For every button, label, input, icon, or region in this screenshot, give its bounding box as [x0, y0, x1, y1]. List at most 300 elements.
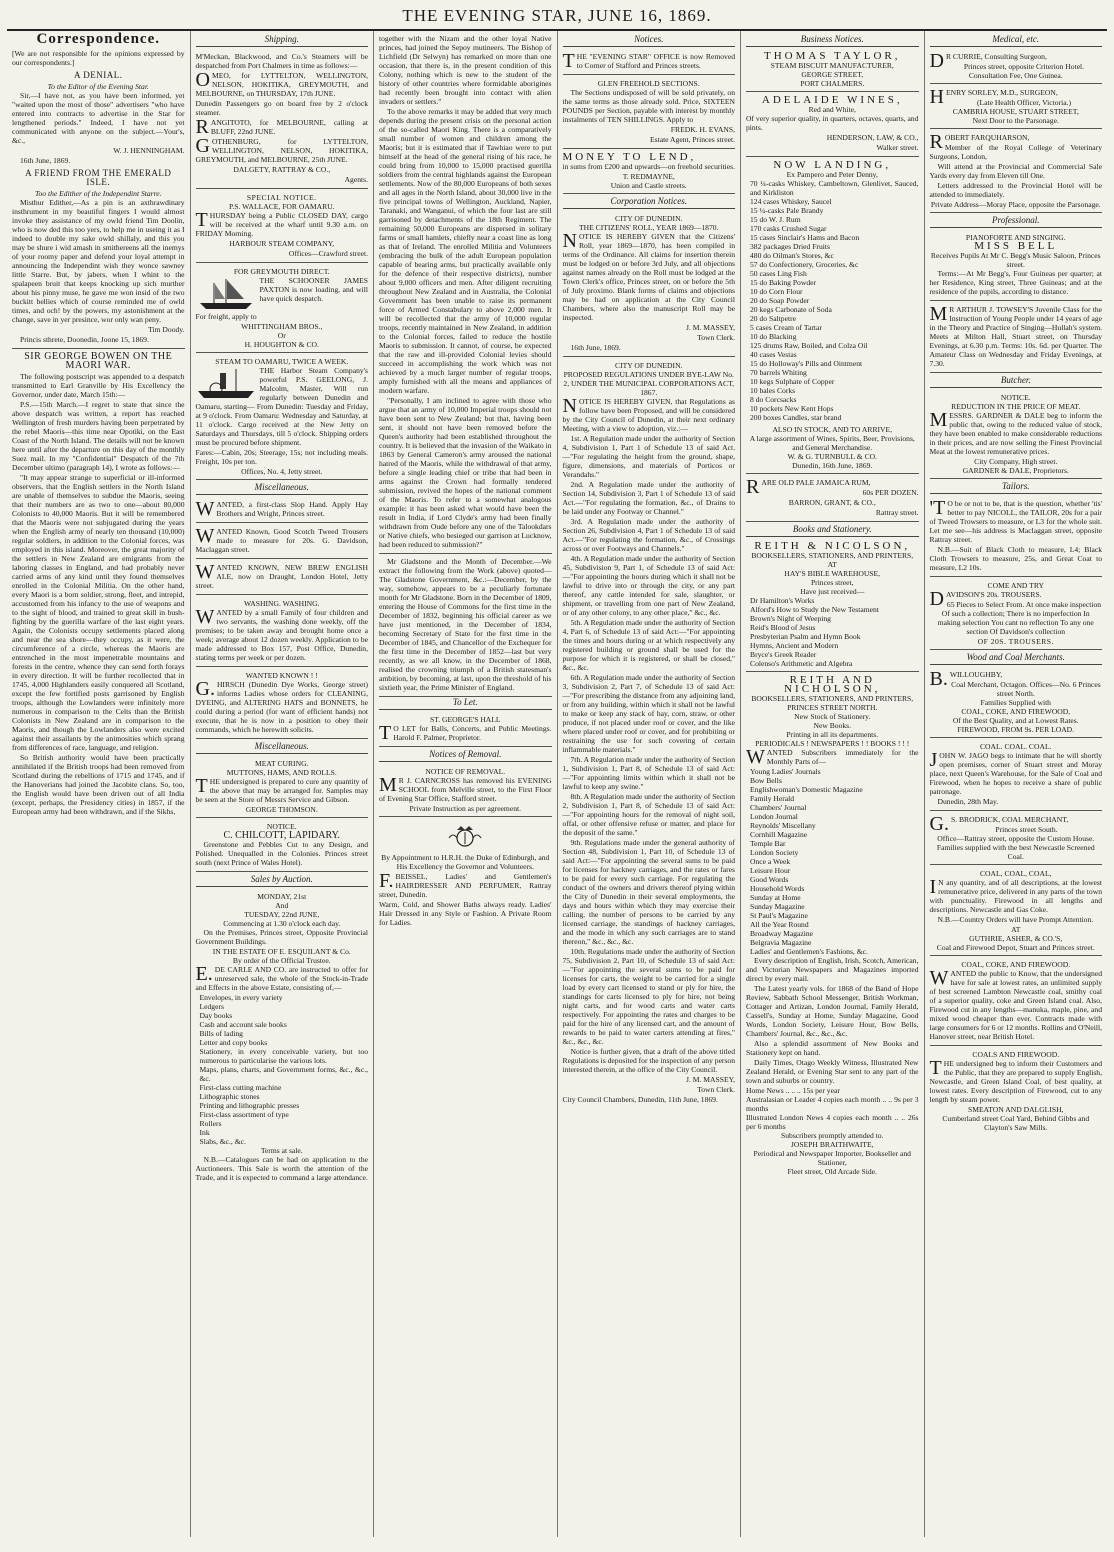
ad-nb: N.B.—Country Orders will have Prompt Attention. [937, 915, 1094, 924]
ad-signature: Walker street. [876, 143, 919, 152]
ad-subtitle: BOOKSELLERS, STATIONERS, AND PRINTERS, [751, 551, 914, 560]
ad-verse: 65 Pieces to Select From. At once make inspection Of such a collection; There is no imperfection In making selection You cant no reflection To any one section Of Davidson's collection [937, 600, 1102, 636]
ad-nb: N.B.—Suit of Black Cloth to measure, L4; Black Cloth Trowsers to measure, 25s, and Great Coat to measure, L2 10s. [929, 545, 1102, 572]
ad-special-notice [196, 191, 369, 263]
ad-title: COAL, COKE, AND FIREWOOD. [961, 960, 1071, 969]
ad-signature: SMEATON AND DALGLISH, [968, 1105, 1064, 1114]
ad-street: Princes street South. [995, 825, 1058, 834]
periodical-item: Household Words [750, 884, 805, 893]
regulation-item: 2nd. A Regulation made under the authority of Section 14, Subdivision 3, Part 1 of Schedule 13 of said Act.—"For regulating the formation, &c., of Drains to be laid under any Footway or Channel." [562, 480, 735, 516]
auction-body: E.DE CARLE AND CO. are instructed to offer for unreserved sale, the whole of the Stock-in-Trade and Effects in the above Estate, consisting of,— [195, 963, 368, 992]
estate-order: By order of the Official Trustee. [232, 956, 331, 965]
section-heading: Wood and Coal Merchants. [930, 652, 1103, 665]
auction-item: Slabs, &c., &c. [199, 1137, 246, 1146]
article-paragraph: To the above remarks it may be added that very much depends during the present crisis on the personal action of the so-called Maori King. There is a comparatively small number of women and children among the Maoris; but it is estimated that if Tawhiao were to put himself at the head of the general rising of his race, he could bring from 10,000 to 15,000 practised guerilla soldiers from the central highlands against the European settlements. Now of the 80,000 Europeans of both sexes and all ages in the North Island, about 30,000 live in the five principal towns of Wellington, Auckland, Napier, Taranaki, and Wanganui, of which the four last are still garrisoned by detachments of the 18th Regiment. The remaining 50,000 Europeans are dispersed in solitary farms or small hamlets, chiefly near a coast line as long as that of Ireland. The enrolled Militia and Volunteers (embracing the bulk of the adult European population capable of bearing arms, but practically available only for the defence of their respective districts), number about 9,000 officers and men. After diligent recruiting throughout New Zealand and in Australia, the Colonial Government has been unable to raise its permanent force of Armed Constabulary to above 2,000 men. It will be recollected that the army of 10,000 regular troops, recently maintained in New Zealand, in addition to the Colonial forces, failed to reduce the hostile Maoris to submission. It cannot, of course, be expected that the raw and ill-provided Colonial levies should succeed in accomplishing the work which was not achieved by a much larger number of regular troops, amply furnished with all the means and appliances of modern warfare. [379, 107, 552, 395]
ad-signature: FREDK. H. EVANS, [670, 125, 735, 134]
ad-glen [563, 77, 736, 149]
ad-signature: Estate Agent, Princes street. [650, 135, 735, 144]
ad-title: WASHING. WASHING. [243, 599, 320, 608]
ad-signature: J. M. MASSEY, [685, 1075, 735, 1084]
regulation-item: 7th. A Regulation made under the authority of Section 1, Subdivision 1, Part 8, of Schedule 13 of said Act:—"For appointing limits within which it shall not be lawful to keep any swine." [562, 755, 735, 791]
ad-or: Or [277, 331, 286, 340]
letter-title: A FRIEND FROM THE EMERALD ISLE. [25, 168, 172, 187]
newspaper-page [7, 4, 1107, 1544]
cargo-item: 15 do W. J. Rum [750, 215, 801, 224]
ad-street: Princes street, [810, 578, 854, 587]
ad-title: COME AND TRY [987, 581, 1044, 590]
periodical-list [746, 767, 919, 956]
ad-title: REITH & NICOLSON, [754, 540, 911, 552]
ad-intro: M'Meckan, Blackwood, and Co.'s Steamers will be despatched from Port Chalmers in time as follows:— [195, 52, 368, 70]
auction-item: Ink [199, 1128, 210, 1137]
ad-body: WANTED the public to Know, that the undersigned have for sale at lowest rates, an unlimited supply of best screened Lambton Newcastle coal, smithy coal of a superior quality, coke and Green Island coal. Also, Firewood cut in any lengths—manuka, maple, pine, and mixed wood cheaper than ever. Contracts made with large consumers for 6 or 12 months. Rollins and O'Neill, Hanover street, near British Hotel. [929, 967, 1102, 1041]
auction-date: MONDAY, 21st [257, 892, 307, 901]
cargo-item: 15 do Holloway's Pills and Ointment [750, 359, 863, 368]
ad-body: Letters addressed to the Provincial Hotel will be attended to immediately. [929, 181, 1102, 199]
ad-body: Warm, Cold, and Shower Baths always ready. Ladies' Hair Dressed in any Style or Fashion. A Private Room for Ladies. [379, 900, 552, 927]
ad-line: COAL, COKE, AND FIREWOOD, [961, 707, 1071, 716]
ad-street: Princes street, opposite Criterion Hotel. [963, 62, 1085, 71]
ad-company: HARBOUR STEAM COMPANY, [229, 239, 335, 248]
column-medical [925, 31, 1108, 1537]
auction-item: Day books [199, 1011, 233, 1020]
section-heading: Notices of Removal. [379, 749, 552, 762]
ad-greymouth [196, 265, 369, 353]
section-heading: Miscellaneous. [196, 741, 369, 754]
ad-title: NOW LANDING, [773, 159, 892, 171]
regulation-item: 9th. Regulations made under the general authority of Section 48, Subdivision 1, Part 10, of Schedule 13 of said Act:—"For appointing the several sums to be paid for licenses for hackney carriages, and the rates or fares to be paid for every such carriage. For regulating the conduct of the owners and drivers thereof plying within the City of Dunedin in their several employments, the days and hours within which they may exercise their calling, the number of persons to be carried by any licensed carriage, the standings of hackney carriages, and the mode in which any such carriages are to stand thereon," &c., &c., &c. [562, 838, 735, 946]
ad-heading: DAVIDSON'S 20s. TROUSERS. [929, 588, 1042, 610]
ad-currie [930, 50, 1103, 84]
ad-title: SPECIAL NOTICE. [246, 193, 317, 202]
ad-city: CITY OF DUNEDIN. [615, 361, 683, 370]
cargo-item: 15 ¼-casks Pale Brandy [750, 206, 824, 215]
auction-item: Ledgers [199, 1002, 224, 1011]
ad-signature: GUTHRIE, ASHER, & CO.'S, [969, 934, 1063, 943]
ad-body: NOTICE IS HEREBY GIVEN, that Regulations as follow have been Proposed, and will be considered by the City Council of Dunedin, at their next ordinary Meeting, with a view to adoption, viz.:— [562, 395, 735, 433]
ad-wanted [196, 498, 369, 523]
ad-office: Office—Rattray street, opposite the Custom House. [937, 834, 1095, 843]
section-heading: Correspondence. [36, 31, 160, 47]
ad-brodrick [930, 813, 1103, 865]
letter-signature: Tim Doody. [148, 325, 185, 334]
cargo-item: 70 barrels Whiting [750, 368, 807, 377]
ad-farquharson [930, 131, 1103, 213]
ad-signature: HENDERSON, LAW, & CO., [826, 133, 919, 142]
section-heading: Medical, etc. [930, 34, 1103, 47]
ad-at: AT [827, 560, 837, 569]
price-line: Home News .. .. .. 15s per year [746, 1086, 840, 1095]
cargo-item: 480 do Oilman's Stores, &c [750, 251, 834, 260]
ad-line: PERIODICALS ! NEWSPAPERS ! ! BOOKS ! ! ! [755, 739, 910, 748]
periodical-item: Belgravia Magazine [750, 938, 812, 947]
periodical-item: London Journal [750, 812, 798, 821]
ad-line: New Books. [813, 721, 852, 730]
ad-auction [196, 890, 369, 1186]
auction-item: Bills of lading [199, 1029, 243, 1038]
auction-premises: On the Premises, Princes street, Opposite Provincial Government Buildings. [195, 928, 368, 946]
periodical-item: London Society [750, 848, 799, 857]
regulation-item: 6th. A Regulation made under the authority of Section 3, Subdivision 2, Part 7, of Schedule 13 of said Act:—"For prescribing the distance from any adjoining land, or from any building, within which it shall not be lawful to make or keep any stack of hay, corn, straw, or other produce, if not placed under roof or cover, and the like where placed under roof or cover, and for prohibiting or restraining the use for such covering of certain inflammable materials." [562, 673, 735, 754]
ad-body: THURSDAY being a Public CLOSED DAY, cargo will be received at the wharf until 9.30 a.m. on FRIDAY Morning. [195, 209, 368, 238]
ad-gothenburg: GOTHENBURG, for LYTTELTON, WELLINGTON, NELSON, HOKITIKA, GREYMOUTH, and MELBOURNE, 25th JUNE. [195, 135, 368, 164]
ad-title: PIANOFORTE AND SINGING. [965, 233, 1066, 242]
article-paragraph: So British authority would have been practically annihilated if the British troops had been removed from Scotland during the rebellions of 1715 and 1745, and if the Hanoverians had joined the Jacobite clans. So, too, the English would have been driven out of all India (except, perhaps, the Presidency cities) in 1857, if the European army had been withdrawn, and if the Sikhs, [12, 753, 185, 816]
cargo-item: 20 do Saltpetre [750, 314, 796, 323]
ad-house: CAMBRIA HOUSE, STUART STREET, [952, 107, 1079, 116]
ad-town: PORT CHALMERS. [800, 79, 865, 88]
ad-body: THE undersigned is prepared to cure any quantity of the above that may be arranged for. Samples may be seen at the Store of Messrs Service and Gibson. [195, 775, 368, 804]
ad-signature: J. M. MASSEY, [685, 323, 735, 332]
book-list [746, 596, 919, 668]
article-paragraph: "Personally, I am inclined to agree with those who argue that an army of 10,000 Imperial troops should not have been sent to New Zealand; but that, having been sent, it should not have been removed before the Queen's authority had been established throughout the country. It is believed that the invasion of the Waikato in 1863 by General Cameron's army aroused the national hatred of the Maoris, while the withdrawal of that army, before a single leading chief or tribe that had been in arms against the Crown had formally tendered submission, revived the hopes of the national comment of the Maoris. To refer to a somewhat analogous example: it has been asked what would have been the result in India, if Lord Clyde's army had been finally withdrawn from Oude before any one of the Talookdars or Native chiefs, who besieged our garrison at Lucknow, had been reduced to submission?" [379, 396, 552, 549]
ad-guthrie [930, 867, 1103, 956]
auction-item: Cash and account sale books [199, 1020, 287, 1029]
ad-title: COAL, COAL, COAL, [979, 869, 1052, 878]
ad-name: MISS BELL [974, 240, 1058, 252]
section-heading: Butcher. [930, 375, 1103, 388]
ad-body: THE Harbor Steam Company's powerful P.S. GEELONG, J. Malcolm, Master, Will run regularly between Dunedin and Oamaru, starting— From Dunedin: Tuesday and Friday, at 9 o'clock. From Oamaru: Wednesday and Saturday, at 11 o'clock. Cargo received at the New Jetty on Saturdays and Thursdays, till 5 o'clock. Shipping orders must be procured before shipment. [195, 366, 368, 447]
ad-body: Private Address—Moray Place, opposite the Parsonage. [930, 200, 1101, 209]
ad-wanted [196, 561, 369, 595]
ad-line: Of the Best Quality, and at Lowest Rates. [952, 716, 1079, 725]
section-heading: Business Notices. [746, 34, 919, 47]
ad-title: REITH AND NICHOLSON, [784, 674, 881, 695]
ad-title: NOTICE OF REMOVAL. [425, 767, 506, 776]
ad-subtitle: P.S. WALLACE, FOR OAMARU. [228, 202, 335, 211]
ad-davidson [930, 579, 1103, 650]
article-title: SIR GEORGE BOWEN ON THE MAORI WAR. [12, 348, 185, 370]
letter-signature: W. J. HENNINGHAM. [113, 146, 185, 155]
cargo-item: 57 do Confectionery, Groceries, &c [750, 260, 859, 269]
ad-subtitle: MUTTONS, HAMS, AND ROLLS. [226, 768, 337, 777]
regulation-item: 1st. A Regulation made under the authority of Section 4, Subdivision 1, Part 1 of Schedule 13 of said Act.—"For regulating the height from the ground, shape, figure, dimensions, and materials of Porticos or Verandahs." [562, 434, 735, 479]
auction-and: And [275, 901, 289, 910]
ad-subtitle: BOOKSELLERS, STATIONERS, AND PRINTERS, [751, 694, 914, 703]
ad-title: COALS AND FIREWOOD. [972, 1050, 1060, 1059]
ad-citizens-roll [563, 212, 736, 357]
columns [7, 31, 1107, 1537]
ad-verse-end: OF 20S. TROUSERS. [977, 637, 1054, 646]
ad-bell [930, 231, 1103, 301]
periodical-item: Bow Bells [750, 776, 782, 785]
letter-title: A DENIAL. [74, 70, 123, 80]
book-item: Bryce's Greek Reader [750, 650, 817, 659]
ad-body: 'TO be or not to be, that is the question, whether 'tis' better to pay NICOLL, the TAILOR, 20s for a pair of Tweed Trowsers to measure, or L3 for the whole suit. Let me see—his address is Maclaggan street, opposite Rattray street. [929, 497, 1102, 544]
ad-signature: GEORGE THOMSON. [245, 805, 318, 814]
section-heading: Professional. [930, 215, 1103, 228]
ad-regulations [563, 359, 736, 1108]
column-correspondence [7, 31, 191, 1537]
ad-place: City Council Chambers, Dunedin, 11th June, 1869. [562, 1095, 718, 1104]
periodical-item: Broadway Magazine [750, 929, 814, 938]
book-item: Dr Hamilton's Works [750, 596, 815, 605]
ad-title: MONEY TO LEND, [562, 151, 697, 163]
ad-note: Subscribers promptly attended to. [781, 1131, 884, 1140]
ad-body: NOTICE IS HEREBY GIVEN that the Citizens' Roll, year 1869—1870, has been compiled in terms of the Ordinance. All claims for insertion therein must be lodged on or before 3rd July, and all objections against names already on the Roll must be lodged at the Town Clerk's office, Princes street, on or before the 5th of July proximo. Blank forms of claims and objections may be had on application at the City Council Chambers, where also the manuscript Roll may be inspected. [562, 230, 735, 322]
ad-offices: Offices, No. 4, Jetty street. [241, 467, 323, 476]
ad-place: HAY'S BIBLE WAREHOUSE, [784, 569, 881, 578]
estate-title: IN THE ESTATE OF E. ESQUILANT & Co. [212, 947, 351, 956]
ad-office: Offices—Crawford street. [288, 249, 368, 258]
ad-signature: GARDNER & DALE, Proprietors. [962, 466, 1069, 475]
cargo-item: 10 do Corn Flour [750, 287, 803, 296]
periodical-item: Temple Bar [750, 839, 786, 848]
article-gladstone: Mr Gladstone and the Month of December.—We extract the following from the Work (above) quoted—The Gladstone Government, &c.:—December, by the way, somehow, appears to be a peculiarly fortunate month for Mr Gladstone. Born in the December of 1809, entering the House of Commons for the first time in the December of 1832, beginning his official career as we have just mentioned, in the December of 1834, becoming Secretary of State for the first time in the December of 1845, and Chancellor of the Exchequer for the first time in the December of 1852—last but very recently, as we all know, in the December of 1868, realised the crowning triumph of a British statesman's ambition, by becoming, at last, upon the threshold of his sixtieth year, the Prime Minister of England. [379, 557, 552, 692]
ad-omeo: OMEO, for LYTTELTON, WELLINGTON, NELSON, HOKITIKA, GREYMOUTH, and MELBOURNE, on THURSDAY, 17th JUNE. [195, 69, 368, 98]
royal-crest-icon [445, 824, 485, 850]
ad-body: G.HIRSCH (Dunedin Dye Works, George street) informs Ladies whose orders for CLEANING, DYEING, and ALTERING HATS and BONNETS, he could during a period (for want of efficient hands) not execute, that he is now in a position to obey their commands, which he herewith solicits. [195, 678, 368, 734]
ad-title: PROPOSED REGULATIONS UNDER BYE-LAW No. 2, UNDER THE MUNICIPAL CORPORATIONS ACT, 1867. [563, 370, 735, 397]
ad-title: GLEN FREEHOLD SECTIONS. [597, 79, 700, 88]
cargo-item: 125 drums Raw, Boiled, and Colza Oil [750, 341, 868, 350]
ad-body: WANTED Known, Good Scotch Tweed Trousers made to measure for 20s. G. Davidson, Maclaggan street. [195, 525, 368, 554]
section-heading: Notices. [563, 34, 736, 47]
article-paragraph: together with the Nizam and the other loyal Native princes, had joined the Sepoy mutineers. The Bishop of Lichfield (Dr Selwyn) has remarked on more than one occasion, that there is, in the present condition of this Colony, nothing which is new to the student of the history of other countries where formidable aborigines had recently been brought into contact with alien invaders or settlers." [379, 34, 552, 106]
ad-title: B.WILLOUGHBY, [929, 668, 1003, 690]
ad-body: The Sections undisposed of will be sold privately, on the same terms as those already sold. Price, SIXTEEN POUNDS per Section, payable with interest by monthly instalments of TEN SHILLINGS. Apply to [562, 88, 735, 124]
ad-line: Printing in all its departments. [786, 730, 879, 739]
auction-item: First-class cutting machine [199, 1083, 282, 1092]
ad-wanted-known [196, 669, 369, 739]
cargo-item: 70 ¼-casks Whiskey, Cambeltown, Glenlivet, Sauced, and Kirkliston [750, 179, 919, 197]
ad-signature: Town Clerk. [697, 1085, 735, 1094]
regulations-list [563, 434, 736, 1046]
ad-note: Private Instruction as per agreement. [409, 804, 522, 813]
ad-body: WANTED by a small Family of four children and two servants, the washing done weekly, off the premises; to be taken away and brought home once a week; average about 12 dozen weekly. Application to be made addressed to Box 157, Post Office, Dunedin, stating terms per week or per dozen. [195, 606, 368, 662]
ad-body: in sums from £200 and upwards—on freehold securities. [562, 162, 736, 171]
ad-title: HENRY SORLEY, M.D., SURGEON, [929, 86, 1058, 108]
ad-body: MESSRS. GARDNER & DALE beg to inform the public that, owing to the reduced value of stock, they have been enabled to make considerable reductions in their prices, and are now selling the Finest Provincial Meat at the lowest remunerative prices. [929, 409, 1102, 456]
ad-fares: Fares:—Cabin, 20s; Steerage, 15s; not including meals. Freight, 10s per ton. [195, 448, 368, 466]
auction-terms: Terms at sale. [260, 1146, 303, 1155]
regulation-item: 10th. Regulations made under the authority of Section 75, Subdivision 2, Part 10, of Schedule 13 of said Act:—"For appointing the several sums to be paid for licenses for carts, the weight to be carried for a single load by every cart licensed to stand or ply for hire, the standings for carts licensed to ply for hire, not being night carts, and for wood carts and water carts respectively. For appointing the rates and charges to be paid for the hire of any licensed cart, and the amount of rewards to be paid to water carters attending at fires," &c., &c., &c. [562, 947, 735, 1046]
cargo-item: 10 pockets New Kent Hops [750, 404, 834, 413]
ad-body: TO LET for Balls, Concerts, and Public Meetings. Harold F. Palmer, Proprietor. [379, 722, 552, 744]
ad-body: Terms:—At Mr Begg's, Four Guineas per quarter; at her Residence, King street, Three Guineas; and at the residence of the pupils, according to distance. [929, 269, 1102, 296]
ad-title: ROBERT FARQUHARSON, [929, 131, 1030, 153]
cargo-item: 40 cases Vestas [750, 350, 797, 359]
ad-subtitle: REDUCTION IN THE PRICE OF MEAT. [951, 402, 1081, 411]
auction-item: Stationery, in every conceivable variety, but too numerous to particularise the various lots. [199, 1047, 368, 1065]
ad-agent: WHITTINGHAM BROS., [241, 322, 323, 331]
section-heading: Shipping. [196, 34, 369, 47]
ad-subtitle: Ex Pampero and Peter Denny, [786, 170, 878, 179]
periodical-item: Leisure Hour [750, 866, 791, 875]
periodical-item: Chambers' Journal [750, 803, 807, 812]
auction-items [196, 993, 369, 1146]
periodical-item: Englishwoman's Domestic Magazine [750, 785, 863, 794]
column-article-continued [374, 31, 558, 1537]
ad-taylor [746, 50, 919, 92]
ad-nicoll [930, 497, 1103, 577]
regulation-item: 3rd. A Regulation made under the authority of Section 26, Subdivision 4, Part 1 of Schedule 13 of said Act.—"For regulating the formation, &c., of Crossings across or over Footways and Channels." [562, 517, 735, 553]
periodical-item: Young Ladies' Journals [750, 767, 821, 776]
ad-next: Next Door to the Parsonage. [972, 116, 1059, 125]
auction-item: Letter and copy books [199, 1038, 268, 1047]
ad-title: THE CITIZENS' ROLL, YEAR 1869—1870. [579, 223, 719, 232]
auction-item: Envelopes, in every variety [199, 993, 283, 1002]
auction-item: Rollers [199, 1119, 222, 1128]
ad-address: City Company, High street. [974, 457, 1058, 466]
ad-date: Dunedin, 28th May. [937, 797, 999, 806]
ad-smeaton [930, 1048, 1103, 1135]
ad-body: Greenstone and Pebbles Cut to any Design, and Polished. Unequalled in the Colonies. Princes street south (next Prince of Wales Hotel). [195, 840, 368, 867]
ad-signature: Coal and Firewood Depot, Stuart and Princes street. [936, 943, 1095, 952]
letter-date: 16th June, 1869. [20, 156, 71, 165]
section-heading: Tailors. [930, 481, 1103, 494]
ad-body: Daily Times, Otago Weekly Witness, Illustrated New Zealand Herald, or Evening Star sent to any part of the town and suburbs or country. [746, 1058, 919, 1085]
cargo-item: 8 do Corcsacks [750, 395, 797, 404]
price-line: Australasian or Leader 4 copies each month .. .. 9s per 3 months [746, 1095, 919, 1113]
ad-jago [930, 740, 1103, 811]
ad-city: CITY OF DUNEDIN. [615, 214, 683, 223]
ad-title: FOR GREYMOUTH DIRECT. [233, 267, 330, 276]
ad-signature: BARRON, GRANT, & CO., [788, 498, 876, 507]
periodical-item: Sunday at Home [750, 893, 801, 902]
ad-adelaide [746, 94, 919, 157]
ad-have: Have just received— [800, 587, 865, 596]
ad-towsey [930, 303, 1103, 373]
ad-note: Dunedin Passengers go on board free by 2 o'clock steamer. [195, 99, 368, 117]
periodical-item: Cornhill Magazine [750, 830, 808, 839]
cargo-item: 170 casks Crushed Sugar [750, 224, 827, 233]
cargo-item: 15 cases Sinclair's Hams and Bacon [750, 233, 860, 242]
ad-body: Of very superior quality, in quarters, octaves, quarts, and pints. [746, 114, 919, 132]
ad-body: WANTED Subscribers immediately for the Monthly Parts of— [746, 746, 919, 768]
ad-rangitoto: RANGITOTO, for MELBOURNE, calling at BLUFF, 22nd JUNE. [195, 116, 368, 138]
ad-title: ADELAIDE WINES, [761, 94, 903, 106]
ad-appointment: By Appointment to H.R.H. the Duke of Edinburgh, and His Excellency the Governor and Volunteers. [381, 853, 550, 871]
ship-icon [196, 277, 256, 311]
periodical-item: Ladies' and Gentlemen's Fashions, &c. [750, 947, 868, 956]
ad-body: Also a splendid assortment of New Books and Stationery kept on hand. [746, 1039, 919, 1057]
ad-body: JOHN W. JAGO begs to intimate that he will shortly open premises, corner of Stuart street and Moray place, next Queen's Warehouse, for the Sale of Coal and Firewood, when he hopes to receive a share of public patronage. [929, 749, 1102, 796]
auction-time: Commencing at 1.30 o'clock each day. [223, 919, 341, 928]
ad-body: WANTED KNOWN, NEW BREW ENGLISH ALE, now on Draught, London Hotel, Jetty street. [195, 561, 368, 590]
regulation-item: 8th. A Regulation made under the authority of Section 2, Subdivision 1, Part 8, of Schedule 13 of said Act:—"For appointing hours for the removal of night soil, offal, or other offensive refuse or matter, and place for the deposit of the same." [562, 792, 735, 837]
ad-rollins [930, 958, 1103, 1046]
ad-lapidary [196, 820, 369, 872]
ad-line: Families Supplied with [980, 698, 1051, 707]
ad-reith [746, 540, 919, 672]
cargo-item: 124 cases Whiskey, Saucel [750, 197, 832, 206]
ad-title: THOMAS TAYLOR, [764, 50, 901, 62]
ad-signature: W. & G. TURNBULL & CO. [787, 452, 878, 461]
ad-title: COAL. COAL. COAL. [979, 742, 1052, 751]
ad-landing [746, 159, 919, 474]
ad-body: IN any quantity, and of all descriptions, at the lowest remunerative price, delivered in any parts of the town with punctuality. Firewood in all lengths and descriptions. Newcastle and Gas Coke. [929, 876, 1102, 914]
masthead: THE EVENING STAR, JUNE 16, 1869. [7, 4, 1107, 31]
ad-body: THE undersigned beg to inform their Customers and the Public, that they are prepared to supply English, Newcastle, and Green Island Coal, of best quality, at lowest rates. Every description of Firewood, cut to any length by steam power. [929, 1057, 1102, 1104]
cargo-item: 382 packages Dried Fruits [750, 242, 830, 251]
ad-agents: DALGETY, RATTRAY & CO., [233, 165, 331, 174]
book-item: Brown's Night of Weeping [750, 614, 831, 623]
ad-title: WANTED KNOWN ! ! [245, 671, 318, 680]
periodical-item: Good Words [750, 875, 789, 884]
ad-street: PRINCES STREET NORTH. [787, 703, 878, 712]
ad-meat-curing [196, 757, 369, 818]
book-item: Hymns, Ancient and Modern [750, 641, 839, 650]
ad-signature: JOSEPH BRAITHWAITE, [790, 1140, 874, 1149]
ad-body: THE SCHOONER JAMES PAXTON is now loading, and will have quick despatch. [259, 276, 368, 303]
section-heading: Sales by Auction. [196, 874, 369, 887]
auction-item: Printing and lithographic presses [199, 1101, 300, 1110]
ad-apply: For freight, apply to [195, 312, 257, 321]
ad-hall [379, 713, 552, 747]
cargo-item: 10 kegs Sulphate of Copper [750, 377, 835, 386]
periodical-item: Once a Week [750, 857, 791, 866]
ad-reith-nicholson [746, 674, 919, 1179]
ad-also: ALSO IN STOCK, AND TO ARRIVE, [772, 425, 893, 434]
ad-office-moved [563, 50, 736, 75]
ad-washing [196, 597, 369, 667]
ad-body: MR J. CARNCROSS has removed his EVENING SCHOOL from Melville street, to the First Floor of Evening Star Office, Stafford street. [379, 774, 552, 803]
disclaimer: [We are not responsible for the opinions expressed by our correspondents.] [12, 49, 185, 67]
regulation-item: 5th. A Regulation made under the authority of Section 4, Part 6, of Schedule 13 of said Act:—"For appointing the times and hours during or at which respectively any registered building or ground shall be used for the purpose for which it is registered, or shall be closed," &c., &c. [562, 618, 735, 672]
ad-agents-role: Agents. [344, 175, 368, 184]
ad-subtitle: Coal Merchant, Octagon. Offices—No. 6 Princes street North. [951, 680, 1101, 698]
ad-at: AT [1011, 925, 1021, 934]
ad-body: THE "EVENING STAR" OFFICE is now Removed to Corner of Stafford and Princes streets. [562, 50, 735, 72]
cargo-item: 10 do Blacking [750, 332, 797, 341]
ad-date: Dunedin, 16th June, 1869. [792, 461, 873, 470]
ad-signature: Periodical and Newspaper Importer, Bookseller and Stationer, [753, 1149, 911, 1167]
ad-title: G.S. BRODRICK, COAL MERCHANT, [929, 813, 1069, 835]
periodical-item: Family Herald [750, 794, 795, 803]
periodical-item: St Paul's Magazine [750, 911, 808, 920]
letter-salutation: Too the Edither of the Independint Starre. [34, 189, 162, 198]
ad-line: FIREWOOD, FROM 9s. PER LOAD. [957, 725, 1075, 734]
letter-salutation: To the Editor of the Evening Star. [47, 82, 149, 91]
column-notices [558, 31, 742, 1537]
ad-money [563, 151, 736, 194]
letter-body: Sir,—I have not, as you have been informed, yet "waited upon the most of those" advertisers "who have entered into contracts to advertise in the Star for lengthened periods." Indeed, I have not yet communicated with anyone on the subject.—Your's, &c., [12, 91, 185, 145]
ad-willoughby [930, 668, 1103, 738]
auction-catalogues: N.B.—Catalogues can be had on application to the Auctioneers. This Sale is worth the attention of the Trade, and it is expected to command a large attendance. [195, 1155, 368, 1182]
column-shipping [191, 31, 375, 1537]
ad-body: The Latest yearly vols. for 1868 of the Band of Hope Review, Sabbath School Messenger, British Workman, Cottager and Artizan, London Journal, Family Herald, Cassell's, Sunday at Home, Sunday Magazine, Good Words, London Society, Leisure Hour, Bow Bells, Chambers' Journal, &c., &c., &c. [746, 984, 919, 1038]
section-heading: Corporation Notices. [563, 196, 736, 209]
ad-title: NOTICE. [266, 822, 297, 831]
ad-body: Every description of English, Irish, Scotch, American, and Victorian Newspapers and Magazines imported direct by every mail. [746, 956, 919, 983]
ad-signature: Town Clerk. [697, 333, 735, 342]
ad-signature: Union and Castle streets. [610, 181, 687, 190]
cargo-item: 10 bales Corks [750, 386, 796, 395]
auction-item: Maps, plans, charts, and Government forms, &c., &c., &c. [199, 1065, 368, 1083]
ad-sorley [930, 86, 1103, 129]
ad-subtitle: Receives Pupils At Mr C. Begg's Music Saloon, Princes street. [930, 251, 1101, 269]
ad-signature: Fleet street, Old Arcade Side. [787, 1167, 877, 1176]
letter-place: Princis sthrete, Doonedin, Joone 15, 1869. [20, 335, 149, 344]
cargo-item: 5 cases Cream of Tartar [750, 323, 822, 332]
article-paragraph: The following postscript was appended to a despatch transmitted to Earl Granville by His Excellency the Governor, under date, March 15th:— [12, 372, 185, 399]
cargo-item: 15 do Baking Powder [750, 278, 817, 287]
ad-gardner [930, 391, 1103, 479]
ad-fee: Consultation Fee, One Guinea. [968, 71, 1063, 80]
ad-title: STEAM TO OAMARU, TWICE A WEEK. [215, 357, 349, 366]
steamer-icon [196, 367, 256, 401]
ad-oamaru [196, 355, 369, 480]
ad-title: DR CURRIE, Consulting Surgeon, [929, 50, 1047, 72]
ad-agent: H. HOUGHTON & CO. [244, 340, 319, 349]
ad-signature: T. REDMAYNE, [622, 172, 675, 181]
ad-subtitle: Member of the Royal College of Veterinary Surgeons, London, [929, 143, 1102, 161]
ad-removal [379, 765, 552, 817]
book-item: Alford's How to Study the New Testament [750, 605, 879, 614]
column-business [741, 31, 925, 1537]
cargo-item: 50 cases Ling Fish [750, 269, 807, 278]
